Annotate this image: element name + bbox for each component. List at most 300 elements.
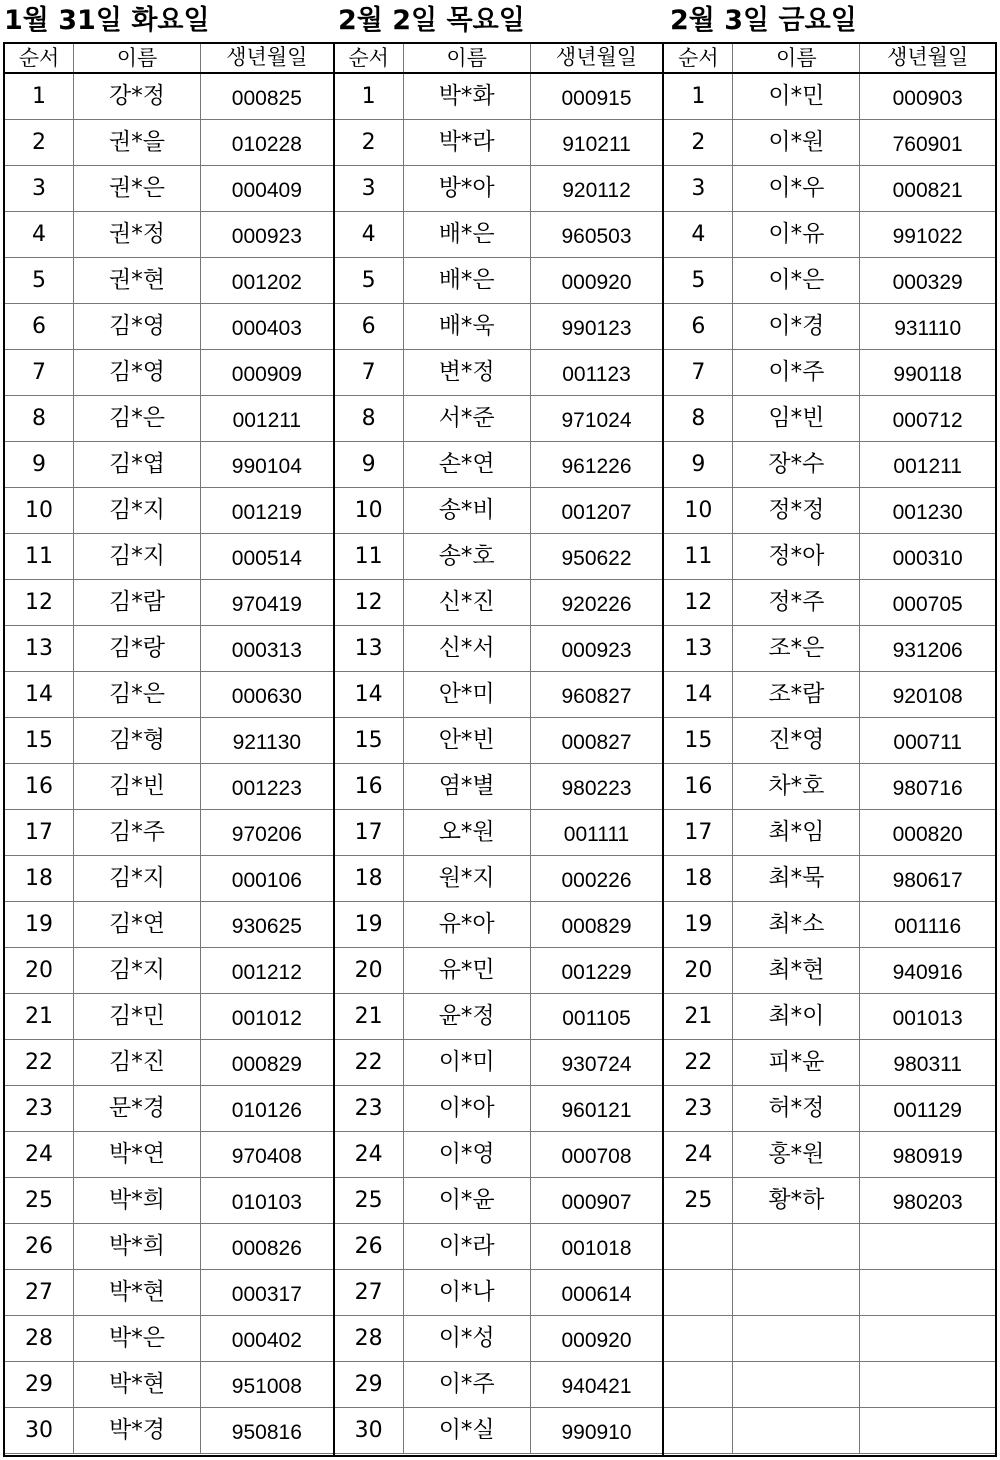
row-number: 10 — [664, 488, 733, 534]
row-birthdate: 760901 — [860, 120, 995, 166]
table-row — [335, 1408, 663, 1454]
row-birthdate: 000915 — [530, 73, 662, 120]
row-birthdate: 001211 — [201, 396, 333, 442]
header-row — [5, 44, 333, 73]
row-birthdate: 980716 — [860, 764, 995, 810]
table-row — [335, 1086, 663, 1132]
row-name: 김*영 — [74, 350, 201, 396]
row-number: 24 — [5, 1132, 74, 1178]
row-name: 이*경 — [733, 304, 860, 350]
row-number: 25 — [664, 1178, 733, 1224]
row-number: 27 — [5, 1270, 74, 1316]
row-name: 신*서 — [403, 626, 530, 672]
row-birthdate: 000402 — [201, 1316, 333, 1362]
row-name: 김*민 — [74, 994, 201, 1040]
row-name: 김*엽 — [74, 442, 201, 488]
row-number: 12 — [664, 580, 733, 626]
row-birthdate: 000705 — [860, 580, 995, 626]
row-number: 21 — [5, 994, 74, 1040]
table-row — [664, 626, 995, 672]
row-birthdate: 000708 — [530, 1132, 662, 1178]
row-birthdate: 000920 — [530, 1316, 662, 1362]
row-number: 20 — [335, 948, 404, 994]
row-name: 김*지 — [74, 856, 201, 902]
row-birthdate: 001223 — [201, 764, 333, 810]
row-birthdate: 951008 — [201, 1362, 333, 1408]
row-birthdate — [860, 1316, 995, 1362]
table-row — [5, 442, 333, 488]
table-row — [5, 1040, 333, 1086]
row-birthdate: 980311 — [860, 1040, 995, 1086]
row-number: 6 — [664, 304, 733, 350]
roster-table — [335, 44, 663, 1454]
row-number: 15 — [335, 718, 404, 764]
row-name: 유*아 — [403, 902, 530, 948]
row-number: 1 — [664, 73, 733, 120]
table-row — [335, 1316, 663, 1362]
row-number: 1 — [335, 73, 404, 120]
row-number: 17 — [335, 810, 404, 856]
row-number: 11 — [5, 534, 74, 580]
row-birthdate: 001207 — [530, 488, 662, 534]
row-number: 23 — [5, 1086, 74, 1132]
row-number: 30 — [335, 1408, 404, 1454]
header-row — [664, 44, 995, 73]
row-birthdate: 001123 — [530, 350, 662, 396]
table-row — [335, 73, 663, 120]
row-name: 박*희 — [74, 1178, 201, 1224]
day-table-jan31 — [5, 44, 335, 1455]
table-row — [664, 1086, 995, 1132]
table-row — [664, 534, 995, 580]
row-birthdate — [860, 1270, 995, 1316]
table-row — [5, 258, 333, 304]
row-number: 11 — [664, 534, 733, 580]
row-number: 9 — [335, 442, 404, 488]
table-row — [5, 1224, 333, 1270]
table-row — [335, 1270, 663, 1316]
table-row — [5, 1408, 333, 1454]
row-name: 최*소 — [733, 902, 860, 948]
row-name: 황*하 — [733, 1178, 860, 1224]
row-birthdate: 000630 — [201, 672, 333, 718]
row-number: 6 — [335, 304, 404, 350]
header-name: 이름 — [74, 44, 201, 73]
table-row — [5, 488, 333, 534]
row-number: 17 — [5, 810, 74, 856]
row-number: 16 — [664, 764, 733, 810]
row-birthdate: 000821 — [860, 166, 995, 212]
table-row — [664, 1132, 995, 1178]
row-birthdate: 001018 — [530, 1224, 662, 1270]
row-number: 20 — [664, 948, 733, 994]
table-row — [664, 212, 995, 258]
row-name: 진*영 — [733, 718, 860, 764]
row-number: 26 — [5, 1224, 74, 1270]
row-birthdate: 000909 — [201, 350, 333, 396]
table-row — [335, 304, 663, 350]
day-title-feb2: 2월 2일 목요일 — [338, 5, 525, 36]
table-row — [335, 718, 663, 764]
table-row — [664, 488, 995, 534]
row-name: 김*람 — [74, 580, 201, 626]
row-number: 9 — [5, 442, 74, 488]
row-birthdate — [860, 1362, 995, 1408]
header-no: 순서 — [664, 44, 733, 73]
row-birthdate: 960121 — [530, 1086, 662, 1132]
day-title-jan31: 1월 31일 화요일 — [4, 5, 210, 36]
row-name: 장*수 — [733, 442, 860, 488]
row-birthdate: 010103 — [201, 1178, 333, 1224]
row-number: 30 — [5, 1408, 74, 1454]
empty-row — [664, 1408, 995, 1454]
row-number: 24 — [335, 1132, 404, 1178]
row-birthdate: 010228 — [201, 120, 333, 166]
table-row — [5, 718, 333, 764]
row-number: 15 — [664, 718, 733, 764]
row-birthdate: 000907 — [530, 1178, 662, 1224]
row-birthdate: 930724 — [530, 1040, 662, 1086]
row-name — [733, 1270, 860, 1316]
table-row — [664, 350, 995, 396]
row-name: 이*윤 — [403, 1178, 530, 1224]
row-birthdate: 980617 — [860, 856, 995, 902]
empty-row — [664, 1224, 995, 1270]
table-row — [664, 948, 995, 994]
table-row — [5, 1086, 333, 1132]
row-birthdate: 000923 — [201, 212, 333, 258]
header-row — [335, 44, 663, 73]
table-row — [664, 580, 995, 626]
row-birthdate: 001013 — [860, 994, 995, 1040]
row-name: 권*현 — [74, 258, 201, 304]
row-number — [664, 1362, 733, 1408]
table-row — [335, 166, 663, 212]
row-name: 최*묵 — [733, 856, 860, 902]
row-name: 이*유 — [733, 212, 860, 258]
table-row — [335, 488, 663, 534]
empty-row — [664, 1316, 995, 1362]
roster-table — [664, 44, 995, 1454]
row-name: 임*빈 — [733, 396, 860, 442]
row-name — [733, 1362, 860, 1408]
table-row — [335, 120, 663, 166]
row-birthdate: 990123 — [530, 304, 662, 350]
table-row — [5, 304, 333, 350]
row-number: 27 — [335, 1270, 404, 1316]
row-name: 이*실 — [403, 1408, 530, 1454]
row-number: 6 — [5, 304, 74, 350]
table-row — [335, 396, 663, 442]
row-birthdate: 000310 — [860, 534, 995, 580]
row-number: 22 — [5, 1040, 74, 1086]
row-number — [664, 1224, 733, 1270]
row-name: 차*호 — [733, 764, 860, 810]
row-number: 29 — [5, 1362, 74, 1408]
table-row — [664, 304, 995, 350]
row-birthdate — [860, 1408, 995, 1454]
row-name: 이*주 — [733, 350, 860, 396]
row-number: 25 — [5, 1178, 74, 1224]
row-name: 권*을 — [74, 120, 201, 166]
row-name: 김*은 — [74, 396, 201, 442]
row-number: 20 — [5, 948, 74, 994]
row-birthdate: 000614 — [530, 1270, 662, 1316]
row-birthdate: 001111 — [530, 810, 662, 856]
row-name: 박*경 — [74, 1408, 201, 1454]
row-birthdate: 970419 — [201, 580, 333, 626]
table-row — [5, 948, 333, 994]
header-birth: 생년월일 — [201, 44, 333, 73]
row-number: 21 — [664, 994, 733, 1040]
row-name: 박*라 — [403, 120, 530, 166]
row-birthdate: 961226 — [530, 442, 662, 488]
table-row — [335, 948, 663, 994]
empty-row — [664, 1270, 995, 1316]
row-birthdate: 940916 — [860, 948, 995, 994]
row-number: 13 — [5, 626, 74, 672]
row-number: 18 — [335, 856, 404, 902]
row-number: 8 — [335, 396, 404, 442]
row-name: 정*아 — [733, 534, 860, 580]
row-number: 25 — [335, 1178, 404, 1224]
row-name: 이*우 — [733, 166, 860, 212]
table-row — [5, 1316, 333, 1362]
table-row — [335, 994, 663, 1040]
row-name: 김*영 — [74, 304, 201, 350]
row-number: 4 — [664, 212, 733, 258]
row-birthdate: 971024 — [530, 396, 662, 442]
row-name: 이*아 — [403, 1086, 530, 1132]
row-birthdate: 000712 — [860, 396, 995, 442]
table-row — [5, 1362, 333, 1408]
row-number: 14 — [335, 672, 404, 718]
table-row — [335, 534, 663, 580]
table-row — [5, 764, 333, 810]
row-name: 박*현 — [74, 1270, 201, 1316]
row-number: 15 — [5, 718, 74, 764]
table-row — [335, 810, 663, 856]
row-name — [733, 1224, 860, 1270]
row-number: 3 — [664, 166, 733, 212]
row-name: 원*지 — [403, 856, 530, 902]
table-row — [664, 73, 995, 120]
row-number: 12 — [335, 580, 404, 626]
row-name: 오*원 — [403, 810, 530, 856]
row-birthdate: 960827 — [530, 672, 662, 718]
row-number: 8 — [664, 396, 733, 442]
row-name: 이*은 — [733, 258, 860, 304]
row-number: 3 — [335, 166, 404, 212]
row-name: 김*주 — [74, 810, 201, 856]
table-row — [335, 1040, 663, 1086]
row-number: 7 — [664, 350, 733, 396]
row-birthdate: 000317 — [201, 1270, 333, 1316]
table-row — [5, 73, 333, 120]
row-number: 2 — [664, 120, 733, 166]
row-name: 송*비 — [403, 488, 530, 534]
row-name: 서*준 — [403, 396, 530, 442]
header-birth: 생년월일 — [530, 44, 662, 73]
row-birthdate: 980223 — [530, 764, 662, 810]
row-name: 김*지 — [74, 948, 201, 994]
row-number: 16 — [5, 764, 74, 810]
row-birthdate: 001219 — [201, 488, 333, 534]
row-number: 7 — [5, 350, 74, 396]
row-name: 이*원 — [733, 120, 860, 166]
row-birthdate: 001230 — [860, 488, 995, 534]
row-name: 박*연 — [74, 1132, 201, 1178]
row-birthdate: 000409 — [201, 166, 333, 212]
row-name: 최*현 — [733, 948, 860, 994]
table-row — [664, 718, 995, 764]
row-birthdate: 960503 — [530, 212, 662, 258]
row-birthdate: 950816 — [201, 1408, 333, 1454]
row-name: 박*희 — [74, 1224, 201, 1270]
row-number: 8 — [5, 396, 74, 442]
row-name: 방*아 — [403, 166, 530, 212]
day-table-feb3 — [664, 44, 995, 1455]
day-table-feb2 — [335, 44, 665, 1455]
row-number: 18 — [5, 856, 74, 902]
table-row — [5, 856, 333, 902]
table-row — [5, 534, 333, 580]
table-row — [5, 1132, 333, 1178]
table-row — [335, 350, 663, 396]
table-row — [664, 672, 995, 718]
row-birthdate: 950622 — [530, 534, 662, 580]
row-birthdate: 000903 — [860, 73, 995, 120]
row-name: 안*빈 — [403, 718, 530, 764]
table-row — [664, 902, 995, 948]
row-birthdate: 000403 — [201, 304, 333, 350]
row-birthdate: 990118 — [860, 350, 995, 396]
row-name: 정*주 — [733, 580, 860, 626]
row-name: 피*윤 — [733, 1040, 860, 1086]
row-birthdate: 000825 — [201, 73, 333, 120]
row-number: 19 — [5, 902, 74, 948]
row-birthdate: 000829 — [201, 1040, 333, 1086]
row-birthdate: 990104 — [201, 442, 333, 488]
row-name: 김*은 — [74, 672, 201, 718]
row-name — [733, 1316, 860, 1362]
row-number: 11 — [335, 534, 404, 580]
table-row — [5, 672, 333, 718]
row-name: 염*별 — [403, 764, 530, 810]
header-no: 순서 — [5, 44, 74, 73]
row-name: 권*정 — [74, 212, 201, 258]
row-number: 2 — [5, 120, 74, 166]
row-number: 18 — [664, 856, 733, 902]
row-number: 28 — [5, 1316, 74, 1362]
header-no: 순서 — [335, 44, 404, 73]
row-birthdate: 000923 — [530, 626, 662, 672]
row-birthdate: 910211 — [530, 120, 662, 166]
table-row — [335, 1132, 663, 1178]
row-number: 28 — [335, 1316, 404, 1362]
table-row — [335, 258, 663, 304]
row-name: 김*랑 — [74, 626, 201, 672]
row-birthdate: 001129 — [860, 1086, 995, 1132]
row-birthdate: 001229 — [530, 948, 662, 994]
row-birthdate: 000826 — [201, 1224, 333, 1270]
row-number: 13 — [335, 626, 404, 672]
row-name: 박*현 — [74, 1362, 201, 1408]
table-row — [664, 120, 995, 166]
row-number: 10 — [335, 488, 404, 534]
table-row — [5, 810, 333, 856]
table-row — [5, 120, 333, 166]
table-row — [5, 350, 333, 396]
row-name: 박*은 — [74, 1316, 201, 1362]
row-number: 22 — [335, 1040, 404, 1086]
row-birthdate: 920112 — [530, 166, 662, 212]
row-name: 이*미 — [403, 1040, 530, 1086]
row-number: 5 — [664, 258, 733, 304]
row-number: 5 — [335, 258, 404, 304]
row-name: 최*임 — [733, 810, 860, 856]
row-birthdate: 000226 — [530, 856, 662, 902]
table-row — [335, 212, 663, 258]
row-birthdate: 940421 — [530, 1362, 662, 1408]
row-name: 손*연 — [403, 442, 530, 488]
row-birthdate: 001202 — [201, 258, 333, 304]
row-number: 4 — [335, 212, 404, 258]
table-row — [664, 396, 995, 442]
row-birthdate: 001105 — [530, 994, 662, 1040]
row-birthdate: 970408 — [201, 1132, 333, 1178]
row-name: 조*람 — [733, 672, 860, 718]
row-birthdate: 000514 — [201, 534, 333, 580]
row-name: 정*정 — [733, 488, 860, 534]
row-birthdate: 990910 — [530, 1408, 662, 1454]
table-row — [335, 580, 663, 626]
empty-row — [664, 1362, 995, 1408]
row-birthdate: 920226 — [530, 580, 662, 626]
row-name: 김*지 — [74, 534, 201, 580]
row-number: 23 — [664, 1086, 733, 1132]
row-name: 허*정 — [733, 1086, 860, 1132]
row-number: 9 — [664, 442, 733, 488]
row-birthdate: 000313 — [201, 626, 333, 672]
table-row — [335, 902, 663, 948]
table-row — [664, 856, 995, 902]
roster-table — [5, 44, 333, 1454]
row-birthdate: 000820 — [860, 810, 995, 856]
table-row — [335, 626, 663, 672]
row-number: 16 — [335, 764, 404, 810]
table-row — [5, 212, 333, 258]
row-number: 29 — [335, 1362, 404, 1408]
row-number — [664, 1316, 733, 1362]
row-birthdate: 931206 — [860, 626, 995, 672]
row-number: 23 — [335, 1086, 404, 1132]
row-birthdate: 000829 — [530, 902, 662, 948]
row-name: 이*영 — [403, 1132, 530, 1178]
day-title-feb3: 2월 3일 금요일 — [670, 5, 857, 36]
row-name: 조*은 — [733, 626, 860, 672]
row-name: 김*진 — [74, 1040, 201, 1086]
table-row — [5, 396, 333, 442]
row-name: 유*민 — [403, 948, 530, 994]
row-birthdate: 930625 — [201, 902, 333, 948]
row-birthdate: 000827 — [530, 718, 662, 764]
row-birthdate: 991022 — [860, 212, 995, 258]
table-row — [335, 442, 663, 488]
row-name: 배*은 — [403, 212, 530, 258]
table-row — [5, 580, 333, 626]
table-row — [335, 1178, 663, 1224]
